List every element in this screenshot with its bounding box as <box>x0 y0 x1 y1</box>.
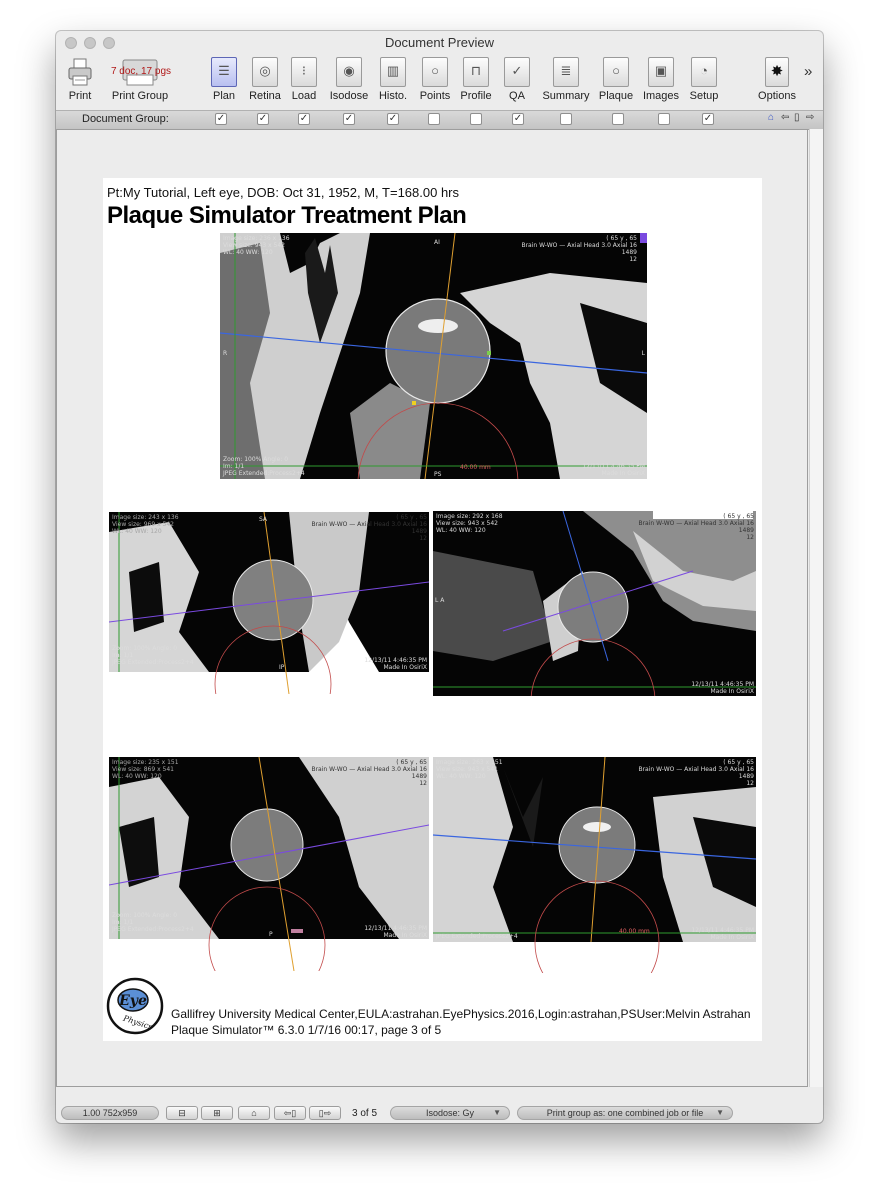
toolbar <box>56 53 823 109</box>
document-icon[interactable]: ▯ <box>794 112 800 123</box>
image-info-top-right: ( 65 y , 65 Brain W-WO — Axial Head 3.0 Axial 16 1489 12 <box>311 514 427 542</box>
image-info-bottom-right: 12/13/11 4:46:35 PM Made In OsiriX <box>582 463 645 477</box>
group-checkbox-retina[interactable]: ✓ <box>258 113 268 124</box>
tool-summary-button[interactable] <box>538 57 594 103</box>
chevron-down-icon: ▼ <box>493 1108 501 1117</box>
image-info-bottom-right: 12/13/11 4:46:35 PM Made In OsiriX <box>364 925 427 939</box>
plaque-icon: ○ <box>603 57 629 87</box>
gear-icon: ✸ <box>765 57 789 87</box>
group-checkbox-images[interactable] <box>658 113 670 125</box>
profile-icon: ⊓ <box>463 57 489 87</box>
orientation-top-label: SA <box>259 516 268 523</box>
isodose-select[interactable] <box>390 1106 510 1120</box>
ct-image-axial-main <box>220 233 647 479</box>
plan-icon: ☰ <box>211 57 237 87</box>
tool-profile-label: Profile <box>460 90 492 102</box>
group-checkbox-qa[interactable]: ✓ <box>513 113 523 124</box>
qa-icon: ✓ <box>504 57 530 87</box>
image-info-top-left: Image size: 236 x 136 View size: 943 x 542 WL: 40 WW: 120 <box>223 235 290 256</box>
images-icon: ▣ <box>648 57 674 87</box>
orientation-left-label: R <box>223 350 228 357</box>
group-checkbox-summary[interactable] <box>560 113 572 125</box>
histogram-icon: ▥ <box>380 57 406 87</box>
zoom-in-icon: ⊞ <box>213 1108 221 1118</box>
image-info-top-right: ( 65 y , 65 Brain W-WO — Axial Head 3.0 Axial 16 1489 12 <box>638 513 754 541</box>
ct-image-oblique <box>109 757 429 971</box>
patient-line: Pt:My Tutorial, Left eye, DOB: Oct 31, 1952, M, T=168.00 hrs <box>107 185 460 200</box>
tool-retina-button[interactable] <box>246 57 284 103</box>
document-page <box>103 178 762 1041</box>
zoom-info-field: 1.00 752x959 <box>61 1106 159 1120</box>
group-checkbox-plan[interactable]: ✓ <box>216 113 226 124</box>
zoom-window-button[interactable] <box>103 37 115 49</box>
status-bar <box>56 1103 823 1123</box>
tool-points-label: Points <box>419 90 451 102</box>
chevron-double-right-icon: » <box>804 63 813 80</box>
image-info-top-right: ( 65 y , 65 Brain W-WO — Axial Head 3.0 Axial 16 1489 12 <box>521 235 637 263</box>
load-icon: ⁝ <box>291 57 317 87</box>
group-checkbox-plaque[interactable] <box>612 113 624 125</box>
tool-isodose-button[interactable] <box>326 57 372 103</box>
print-group-icon <box>106 57 174 87</box>
group-checkbox-points[interactable] <box>428 113 440 125</box>
tool-profile-button[interactable] <box>457 57 495 103</box>
tool-images-label: Images <box>642 90 680 102</box>
preview-area[interactable] <box>56 129 808 1087</box>
page-indicator: 3 of 5 <box>352 1108 378 1119</box>
scale-bar-label: 40.00 mm <box>460 464 491 471</box>
tool-histo-label: Histo. <box>378 90 408 102</box>
image-info-bottom-left: JPEG Extended:Process2+4 <box>436 933 518 940</box>
tool-load-label: Load <box>291 90 317 102</box>
orientation-left-label: L A <box>435 597 445 604</box>
image-info-bottom-right: 12/13/11 4:46:35 PM Made In OsiriX <box>691 681 754 695</box>
image-info-bottom-left: Zoom: 100% Angle: 0 Im: 1/1 JPEG Extended:Process2+4 <box>223 456 305 477</box>
isodose-icon: ◉ <box>336 57 362 87</box>
logo-text: Eye <box>119 993 147 1009</box>
print-label: Print <box>68 90 92 102</box>
printer-icon <box>67 57 93 87</box>
image-info-bottom-right: 12/13/11 4:46:35 PM Made In OsiriX <box>691 927 754 941</box>
document-group-label: Document Group: <box>82 113 169 125</box>
zoom-in-button[interactable] <box>201 1106 233 1120</box>
tool-points-button[interactable] <box>416 57 454 103</box>
group-checkbox-load[interactable]: ✓ <box>299 113 309 124</box>
image-info-top-left: Image size: 235 x 151 View size: 869 x 541 WL: 40 WW: 120 <box>112 759 179 780</box>
window-title: Document Preview <box>384 35 495 50</box>
tool-retina-label: Retina <box>249 90 281 102</box>
vertical-scrollbar[interactable] <box>809 129 823 1087</box>
orientation-bottom-label: IP <box>279 664 285 671</box>
tool-load-button[interactable] <box>288 57 320 103</box>
zoom-out-icon: ⊟ <box>178 1108 186 1118</box>
retina-icon: ◎ <box>252 57 278 87</box>
group-checkbox-isodose[interactable]: ✓ <box>344 113 354 124</box>
options-button[interactable] <box>754 57 800 103</box>
group-checkbox-profile[interactable] <box>470 113 482 125</box>
footer-institution-line: Gallifrey University Medical Center,EULA:astrahan.EyePhysics.2016,Login:astrahan,PSUser:Melvin Astrahan <box>171 1007 751 1021</box>
orientation-bottom-label: P <box>269 931 273 938</box>
previous-page-button[interactable] <box>274 1106 306 1120</box>
ct-image-axial-second <box>433 757 756 973</box>
footer-version-line: Plaque Simulator™ 6.3.0 1/7/16 00:17, page 3 of 5 <box>171 1023 442 1037</box>
tool-plan-button[interactable] <box>208 57 240 103</box>
tool-setup-label: Setup <box>689 90 719 102</box>
setup-icon: ◔ <box>691 57 717 87</box>
tool-qa-button[interactable] <box>504 57 530 103</box>
print-group-mode-value: Print group as: one combined job or file <box>546 1108 704 1118</box>
tool-plaque-label: Plaque <box>598 90 634 102</box>
image-info-bottom-left: Zoom: 100% Angle: 0 Im: 1/1 JPEG Extended:Process2+4 <box>112 912 194 933</box>
chevron-down-icon: ▼ <box>716 1108 724 1117</box>
plan-title: Plaque Simulator Treatment Plan <box>107 202 467 229</box>
document-preview-window <box>56 31 823 1123</box>
image-info-top-left: Image size: 243 x 136 View size: 969 x 542 WL: 40 WW: 120 <box>112 514 179 535</box>
print-group-label: Print Group <box>111 90 169 102</box>
ct-image-coronal <box>109 512 429 694</box>
tool-summary-label: Summary <box>542 90 590 102</box>
orientation-top-label: AI <box>434 239 440 246</box>
print-group-mode-select[interactable] <box>517 1106 733 1120</box>
next-page-button[interactable] <box>309 1106 341 1120</box>
image-info-bottom-left: Zoom: 100% Angle: 0 Im: 1/1 JPEG Extended:Process2+4 <box>112 645 194 666</box>
points-icon: ○ <box>422 57 448 87</box>
print-group-badge: 7 doc, 17 pgs <box>110 66 172 77</box>
home-page-button[interactable] <box>238 1106 270 1120</box>
print-button[interactable] <box>64 57 96 103</box>
next-document-icon[interactable]: ⇨ <box>806 112 815 123</box>
orientation-bottom-label: PS <box>434 471 442 478</box>
group-checkbox-setup[interactable]: ✓ <box>703 113 713 124</box>
scale-bar-label: 40.00 mm <box>619 928 650 935</box>
tool-qa-label: QA <box>509 90 525 102</box>
close-window-button[interactable] <box>65 37 77 49</box>
image-info-top-left: Image size: 292 x 168 View size: 943 x 542 WL: 40 WW: 120 <box>436 513 503 534</box>
eye-physics-logo <box>106 977 164 1035</box>
orientation-right-label: L <box>641 350 645 357</box>
group-checkbox-histo[interactable]: ✓ <box>388 113 398 124</box>
zoom-out-button[interactable] <box>166 1106 198 1120</box>
image-info-top-left: Image size: 263 x 151 View size: 943 x 541 WL: 40 WW: 120 <box>436 759 503 780</box>
toolbar-overflow-button[interactable] <box>804 63 812 80</box>
tool-images-button[interactable] <box>640 57 682 103</box>
ct-image-sagittal <box>433 511 756 696</box>
tool-setup-button[interactable] <box>686 57 722 103</box>
tool-plan-label: Plan <box>212 90 236 102</box>
home-icon: ⌂ <box>251 1108 257 1118</box>
logo-subtext: Physics <box>121 1013 154 1032</box>
previous-page-icon: ⇦▯ <box>283 1108 297 1118</box>
image-info-bottom-right: 12/13/11 4:46:35 PM Made In OsiriX <box>364 657 427 671</box>
tool-histo-button[interactable] <box>376 57 410 103</box>
document-group-bar <box>56 110 823 130</box>
home-icon[interactable]: ⌂ <box>768 112 775 123</box>
title-bar <box>56 31 823 53</box>
tool-plaque-button[interactable] <box>596 57 636 103</box>
image-info-top-right: ( 65 y , 65 Brain W-WO — Axial Head 3.0 Axial 16 1489 12 <box>311 759 427 787</box>
image-info-top-right: ( 65 y , 65 Brain W-WO — Axial Head 3.0 Axial 16 1489 12 <box>638 759 754 787</box>
print-group-button[interactable] <box>106 57 174 103</box>
minimize-window-button[interactable] <box>84 37 96 49</box>
tool-isodose-label: Isodose <box>329 90 369 102</box>
isodose-select-value: Isodose: Gy <box>425 1108 475 1118</box>
next-page-icon: ▯⇨ <box>318 1108 332 1118</box>
summary-icon: ≣ <box>553 57 579 87</box>
options-label: Options <box>758 90 796 102</box>
previous-document-icon[interactable]: ⇦ <box>781 112 790 123</box>
